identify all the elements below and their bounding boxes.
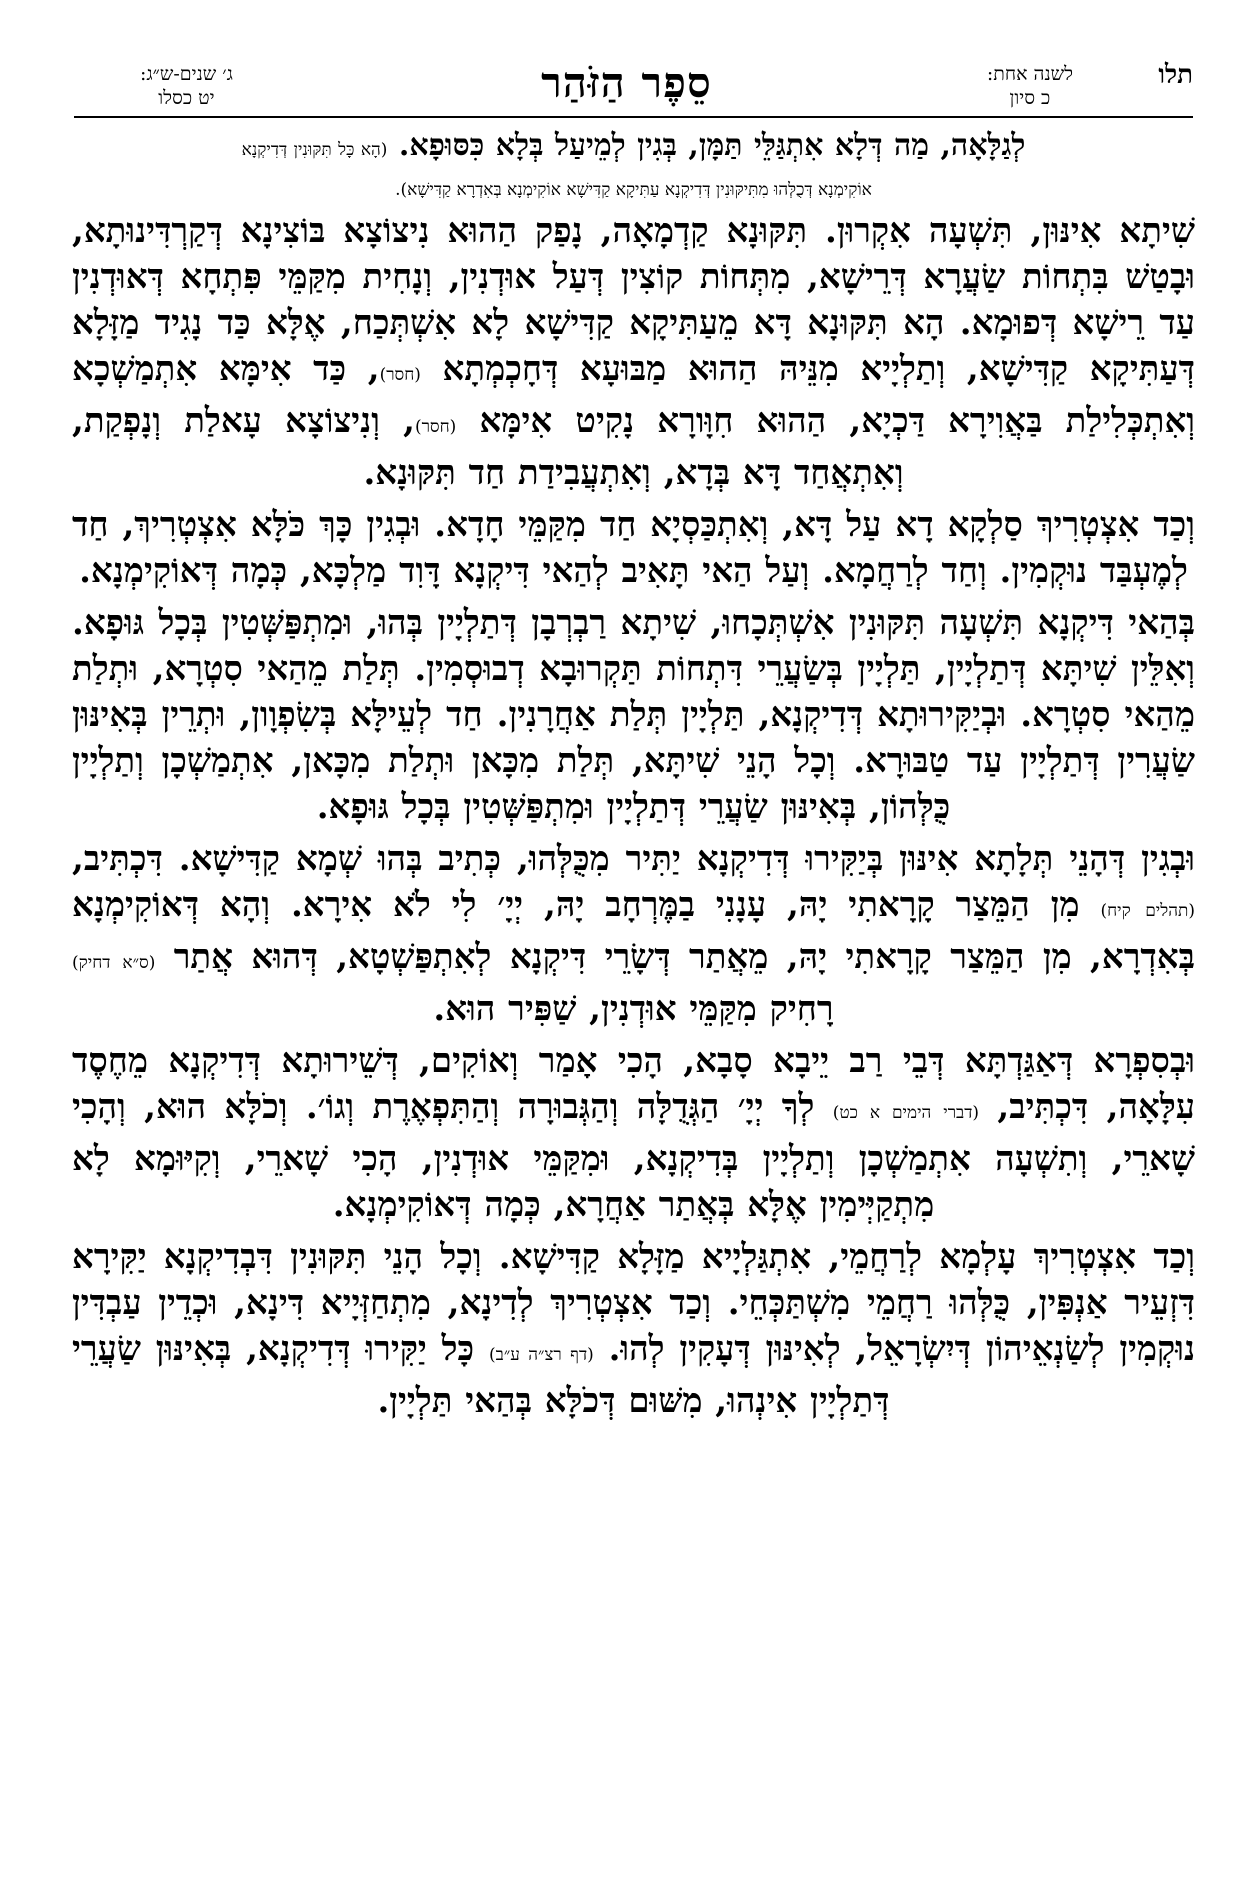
schedule-three-year-date: יט כסלו	[158, 87, 215, 109]
paragraph-5-ref-2: (ס״א דחיק)	[72, 953, 156, 973]
schedule-one-year-date: כ סיון	[1009, 87, 1051, 109]
paragraph-2-text-b: , כַּד אִימָּא אִתְמַשְׁכָא וְאִתְכְּלִילַת בַּאֲוִירָא דַּכְיָא, הַהוּא חִוָּורָא נָקִיט אִימָּא	[72, 349, 1195, 441]
paragraph-2-ref-2: (חסר)	[414, 417, 457, 437]
paragraph-2-ref-1: (חסר)	[379, 365, 421, 385]
paragraph-1-text: לְגַלָּאָה, מַה דְּלָא אִתְגַּלֵּי תַּמָּן, בְּגִין לְמֵיעַל בְּלָא כִּסּוּפָא.	[398, 128, 1026, 163]
paragraph-2-text-a: שִׁיתָא אִינּוּן, תִּשְׁעָה אִקְרוּן. תִּקּוּנָא קַדְמָאָה, נָפַק הַהוּא נִיצוֹצָא בּוֹצִינָא דְּקַרְדִּינוּתָא, וּבָטַשׁ בִּתְחוֹת שַׂעֲרָא דְּרֵישָׁא, מִתְּחוֹת קוֹצִין דְּעַל אוּדְנִין, וְנָחִית מִקַּמֵּי פִּתְחָא דְּאוּדְנִין עַד רֵישָׁא דְּפוּמָא. הָא תִּקּוּנָא דָּא מֵעַתִּיקָא קַדִּישָׁא לָא אִשְׁתְּכַח, אֶלָּא כַּד נָגִיד מַזָּלָא דְּעַתִּיקָא קַדִּישָׁא, וְתַלְיָיא מִנֵּיהּ הַהוּא מַבּוּעָא דְּחָכְמְתָא	[72, 211, 1195, 389]
schedule-three-year-label: ג׳ שנים-ש״ג:	[140, 63, 233, 85]
header-divider	[74, 116, 1193, 118]
paragraph-7-ref-1: (דף רצ״ה ע״ב)	[489, 1345, 594, 1365]
paragraph-6-text-a: וּבְסִפְרָא דְּאַגַּדְתָּא דְּבֵי רַב יֵיבָא סָבָא, הָכִי אָמַר וְאוֹקִים, דְּשֵׁירוּתָא דְּדִיקְנָא מֵחֶסֶד עִלָּאָה, דִּכְתִּיב,	[72, 1041, 1195, 1127]
paragraph-5-ref-1: (תהלים קיח)	[1100, 901, 1195, 921]
paragraph-1-note-start: (הָא כָּל תִּקּוּנִין דְּדִיקְנָא	[241, 140, 388, 160]
folio-number: תלו	[1158, 60, 1193, 90]
paragraph-2	[72, 208, 1195, 496]
main-text	[72, 124, 1195, 1430]
page-header	[60, 58, 1193, 114]
paragraph-2-text-c: , וְנִיצוֹצָא עָאלַת וְנָפְקַת, וְאִתְאֲחַד דָּא בְּדָא, וְאִתְעֲבִידַת חַד תִּקּוּנָא.	[72, 401, 904, 493]
paragraph-6	[72, 1038, 1195, 1228]
paragraph-6-ref-1: (דברי הימים א כט)	[832, 1103, 980, 1123]
paragraph-5-text-a: וּבְגִין דְּהָנֵי תְּלָתָא אִינּוּן בְּיַקִּירוּ דְּדִיקְנָא יַתִּיר מִכֻּלְּהוּ, כְּתִיב בְּהוּ שְׁמָא קַדִּישָׁא. דִּכְתִּיב,	[72, 839, 1195, 879]
book-title: סֵפֶר הַזֹּהַר	[541, 58, 712, 107]
paragraph-7-text-a: וְכַד אִצְטְרִיךְ עָלְמָא לְרַחֲמֵי, אִתְגַּלְיָיא מַזָּלָא קַדִּישָׁא. וְכָל הָנֵי תִּקּוּנִין דִּבְדִיקְנָא יַקִּירָא דִּזְעֵיר אַנְפִּין, כֻּלְּהוּ רַחֲמֵי מִשְׁתַּכְּחֵי. וְכַד אִצְטְרִיךְ לְדִינָא, מִתְחַזְּיָיא דִּינָא, וּכְדֵין עַבְדִּין נוּקְמִין לְשַׂנְאֵיהוֹן דְּיִשְׂרָאֵל, לְאִינּוּן דְּעָקִין לְהוּ.	[72, 1237, 1196, 1369]
paragraph-4: בְּהַאי דִּיקְנָא תִּשְׁעָה תִּקּוּנִין אִשְׁתְּכָחוּ, שִׁיתָא רַבְרְבָן דְּתַלְיָין בְּהוּ, וּמִתְפַּשְּׁטִין בְּכָל גּוּפָא. וְאִלֵּין שִׁיתָּא דְּתַלְיָין, תַּלְיָין בְּשַׂעֲרֵי דִּתְחוֹת תַּקְרוּבָא דְבוּסְמִין. תְּלַת מֵהַאי סִטְרָא, וּתְלַת מֵהַאי סִטְרָא. וּבְיַקִּירוּתָא דְּדִיקְנָא, תַּלְיָין תְּלַת אַחֲרָנִין. חַד לְעֵילָּא בְּשִׂפְוָון, וּתְרֵין בְּאִינּוּן שַׂעֲרִין דְּתַלְיָין עַד טַבּוּרָא. וְכָל הָנֵי שִׁיתָּא, תְּלַת מִכָּאן וּתְלַת מִכָּאן, אִתְמַשְׁכָן וְתַלְיָין כֻּלְּהוֹן, בְּאִינּוּן שַׂעֲרֵי דְּתַלְיָין וּמִתְפַּשְּׁטִין בְּכָל גּוּפָא.	[72, 603, 1195, 827]
paragraph-7-text-b: כָּל יַקִּירוּ דְּדִיקְנָא, בְּאִינּוּן שַׂעֲרֵי דְּתַלְיָין אִינְהוּ, מִשּׁוּם דְּכֹלָּא בְּהַאי תַּלְיָין.	[72, 1329, 890, 1421]
reading-schedule-left	[140, 62, 233, 110]
paragraph-1-note-continued: אוֹקִימְנָא דְּכֻלְּהוּ מִתִּיקּוּנִין דְּדִיקְנָא עַתִּיקָא קַדִּישָׁא אוֹקִימְנָא בְּאִדְרָא קַדִּישָׁא).	[395, 180, 872, 200]
paragraph-5-text-c: רָחִיק מִקַּמֵּי אוּדְנִין, שַׁפִּיר הוּא.	[433, 989, 834, 1029]
paragraph-5	[72, 836, 1195, 1032]
paragraph-6-text-b: לְךָ יְיָ׳ הַגְּדֻלָּה וְהַגְּבוּרָה וְהַתִּפְאֶרֶת וְגוֹ׳. וְכֹלָּא הוּא, וְהָכִי שָׁארֵי, וְתִשְׁעָה אִתְמַשְׁכָן וְתַלְיָין בְּדִיקְנָא, וּמִקַּמֵּי אוּדְנִין, הָכִי שָׁארֵי, וְקִיּוּמָא לָא מִתְקַיְּימִין אֶלָּא בְּאֲתַר אַחֲרָא, כְּמָה דְּאוֹקִימְנָא.	[72, 1087, 1195, 1225]
schedule-one-year-label: לשנה אחת:	[986, 63, 1073, 85]
paragraph-1	[72, 124, 1195, 172]
paragraph-5-text-b: מִן הַמֵּצַר קָרָאתִי יָהּ, עָנָנִי בַמֶּרְחָב יָהּ, יְיָ׳ לִי לֹא אִירָא. וְהָא דְּאוֹקִימְנָא בְּאִדְרָא, מִן הַמֵּצַר קָרָאתִי יָהּ, מֵאֲתַר דְּשָׂרֵי דִּיקְנָא לְאִתְפַּשְׁטָא, דְּהוּא אֲתַר	[72, 885, 1195, 977]
paragraph-7	[72, 1234, 1195, 1424]
paragraph-3: וְכַד אִצְטְרִיךְ סַלְקָא דָא עַל דָּא, וְאִתְכַּסְיָא חַד מִקַּמֵּי חָדָא. וּבְגִין כָּךְ כֹּלָּא אִצְטְרִיךְ, חַד לְמֶעְבַּד נוּקְמִין. וְחַד לְרַחֲמָא. וְעַל הַאי תָּאִיב לְהַאי דִּיקְנָא דָּוִד מַלְכָּא, כְּמָה דְּאוֹקִימְנָא.	[72, 505, 1195, 591]
